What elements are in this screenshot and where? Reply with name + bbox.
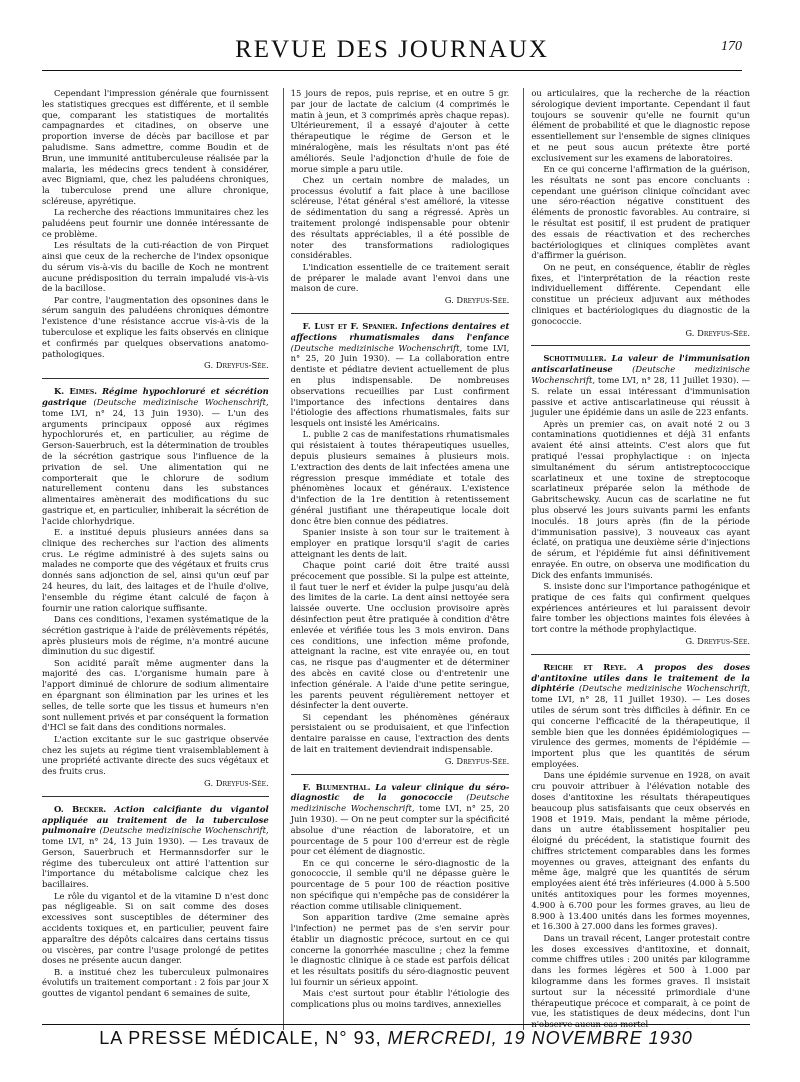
article-journal: (Deutsche medizinische Wochenschrift, [531, 364, 750, 385]
article-text: tome LVI, n° 28, 11 Juillet 1930). — Les doses utiles de sérum sont très difficiles à définir. En ce qui concerne l'efficacité de la thérapeutique, il semble bien que les données épidémiologiques — virulence des germes, moments de l'épidémie — importent plus que les quantités de sérum employées. [531, 694, 750, 770]
page-footer [42, 1028, 750, 1049]
paragraph: La recherche des réactions immunitaires chez les paludéens peut fournir une donnée intéressante de ce problème. [42, 207, 269, 239]
signature: G. Dreyfus-Sée. [685, 636, 750, 647]
article-author: F. Lust et F. Spanier. [302, 320, 398, 331]
paragraph: Son acidité paraît même augmenter dans la majorité des cas. L'organisme humain pare à l'apport diminué de chlorure de sodium alimentaire en épargnant son élimination par les urines et les selles, de telle sorte que les tissus et humeurs n'en sont nullement privés et par conséquent la formation d'HCl se fait dans des conditions normales. [42, 657, 269, 733]
paragraph: Son apparition tardive (2me semaine après l'infection) ne permet pas de s'en servir pour établir un diagnostic précoce, surtout en ce qui concerne la gonorrhée masculine ; chez la femme le diagnostic clinique à ce stade est parfois délicat et les résultats positifs du séro-diagnostic peuvent lui fournir un sérieux appoint. [290, 912, 510, 987]
paragraph: On ne peut, en conséquence, établir de règles fixes, et l'interprétation de la réaction reste individuellement différente. Cependant elle constitue un précieux adjuvant aux méthodes cliniques et bactériologiques du diagnostic de la gonococcie. [531, 261, 750, 326]
paragraph: Après un premier cas, on avait noté 2 ou 3 contaminations quotidiennes et déjà 31 enfants avaient été ainsi atteints. C'est alors que fut pratiqué l'essai prophylactique : on injecta simultanément du sérum antistreptococcique scarlatineux et une toxine de streptocoque scarlatineux préparée selon la méthode de Gabritschewsky. Aucun cas de scarlatine ne fut plus observé les jours suivants parmi les enfants inoculés. 18 jours après (fin de la période d'immunisation passive), 3 nouveaux cas ayant éclaté, on pratiqua une deuxième série d'injections de sérum, et l'épidémie fut ainsi définitivement enrayée. En outre, on observa une modification du Dick des enfants immunisés. [531, 418, 750, 580]
article-text: tome LVI, n° 24, 13 Juin 1930). — L'un des arguments principaux opposé aux régimes hypochlorurés et, en particulier, au régime de Gerson-Sauerbruch, est la détermination de troubles de la sécrétion gastrique sous l'influence de la privation de sel. Une alimentation qui ne comporterait que le chlorure de sodium naturellement contenu dans les substances alimentaires amènerait des modifications du suc gastrique et, en particulier, inhiberait la sécrétion de l'acide chlorhydrique. [42, 407, 269, 526]
paragraph: S. insiste donc sur l'importance pathogénique et pratique de ces faits qui confirment quelques expériences antérieures et lui paraissent devoir faire tomber les objections maintes fois élevées à tort contre la méthode prophylactique. [531, 581, 750, 635]
article-title: Régime hypochloruré et sécrétion gastrique [42, 386, 269, 408]
paragraph: En ce qui concerne l'affirmation de la guérison, les résultats ne sont pas encore concluants : cependant une guérison clinique coïncidant avec une séro-réaction négative constituent des éléments de pronostic favorables. Au contraire, si le résultat est positif, il est prudent de pratiquer des essais de réactivation et des recherches bactériologiques et cliniques complètes avant d'affirmer la guérison. [531, 164, 750, 261]
header-rule [42, 70, 742, 71]
article-lust-spanier [291, 321, 510, 429]
paragraph: ou articulaires, que la recherche de la réaction sérologique devient importante. Cependant il faut toujours se souvenir qu'elle ne fournit qu'un élément de probabilité et que le diagnostic repose essentiellement sur l'ensemble de signes cliniques et ne peut sous aucun prétexte être porté exclusivement sur les examens de laboratoires. [531, 88, 750, 163]
article-journal: (Deutsche medizinische Wochenschrift, [578, 683, 750, 694]
paragraph: Dans un travail récent, Langer protestait contre les doses excessives d'antitoxine, et donnait, comme chiffres utiles : 200 unités par kilogramme dans les formes légères et 500 à 1.000 par kilogramme dans les formes graves. Il insistait surtout sur la nécessité primordiale d'une thérapeutique précoce et comparait, à ce point de vue, les statistiques de deux médecins, dont l'un n'observe aucun cas mortel [531, 932, 750, 1030]
article-reiche-reye [531, 662, 750, 770]
article-author: Schottmuller. [543, 353, 607, 364]
paragraph: L'indication essentielle de ce traitement serait de préparer le malade avant l'envoi dans une maison de cure. [290, 261, 510, 294]
article-author: K. Eimes. [54, 386, 98, 397]
paragraph: L'action excitante sur le suc gastrique observée chez les sujets au régime tient vraisemblablement à une propriété activante directe des sucs végétaux et des fruits crus. [42, 733, 269, 777]
page-number: 170 [721, 39, 742, 54]
article-journal: (Deutsche medizinische Wochenschrift, [290, 792, 510, 814]
article-title: La valeur clinique du séro-diagnostic de la gonococcie [290, 781, 510, 803]
paragraph: Dans une épidémie survenue en 1928, on avait cru pouvoir attribuer à l'élévation notable des doses d'antitoxine les résultats thérapeutiques beaucoup plus satisfaisants que ceux observés en 1908 et 1919. Mais, pendant la même période, dans un autre établissement hospitalier peu éloigné du précédent, la statistique fournit des chiffres strictement comparables dans les formes moyennes ou graves, atteignant des enfants du même âge, malgré que les quantités de sérum employées aient été très inférieures (4.000 à 5.500 unités antitoxiques pour les formes moyennes, 4.900 à 6.700 pour les formes graves, au lieu de 8.900 à 13.400 unités dans les formes moyennes, et 16.300 à 27.000 dans les formes graves). [531, 770, 750, 932]
paragraph: B. a institué chez les tuberculeux pulmonaires évolutifs un traitement comportant : 2 fois par jour X gouttes de vigantol pendant 6 semaines de suite, [42, 966, 269, 999]
column-1 [42, 88, 269, 1030]
paragraph: Si cependant les phénomènes généraux persistaient ou se produisaient, et que l'infection dentaire paraisse en cause, l'extraction des dents de lait en traitement deviendrait indispensable. [290, 711, 510, 755]
issue-date: MERCREDI, 19 NOVEMBRE 1930 [387, 1028, 693, 1048]
column-3 [523, 88, 750, 1030]
paragraph: Chaque point carié doit être traité aussi précocement que possible. Si la pulpe est atteinte, il faut tuer le nerf et évider la pulpe jusqu'au delà des limites de la carie. La dent ainsi nettoyée sera laissée ouverte. Une occlusion provisoire après désinfection peut être pratiquée à condition d'être enlevée et vérifiée tous les 3 mois environ. Dans ces conditions, une infection même profonde, atteignant la racine, est vite enrayée ou, en tout cas, ne risque pas d'augmenter et de déterminer des abcès en cavité close ou d'entretenir une infection générale. A l'aide d'une petite seringue, les parents peuvent régulièrement nettoyer et désinfecter la dent ouverte. [290, 559, 510, 711]
paragraph: Les résultats de la cuti-réaction de von Pirquet ainsi que ceux de la recherche de l'index opsonique du sérum vis-à-vis du bacille de Koch ne montrent aucune prédisposition du terrain impaludé vis-à-vis de la bacillose. [42, 240, 269, 294]
article-separator [531, 345, 750, 346]
article-columns [42, 88, 751, 1030]
article-journal: (Deutsche medizinische Wochenschrift, [99, 825, 269, 836]
article-text: tome LVI, n° 25, 20 Juin 1930). — On ne peut compter sur la spécificité absolue d'une réaction de laboratoire, et un pourcentage de 5 pour 100 d'erreur est de règle pour cet élément de diagnostic. [290, 803, 510, 857]
article-separator [42, 796, 269, 797]
article-title: A propos des doses d'antitoxine utiles dans le traitement de la diphtérie [531, 661, 750, 694]
signature: G. Dreyfus-Sée. [444, 295, 510, 306]
paragraph: E. a institué depuis plusieurs années dans sa clinique des recherches sur l'action des aliments crus. Le régime administré à des sujets sains ou malades ne comporte que des végétaux et fruits crus donnés sans adjonction de sel, ainsi qu'un œuf par 24 heures, du lait, des laitages et de l'huile d'olive, l'ensemble du régime étant calculé de façon à fournir une ration calorique suffisante. [42, 527, 269, 613]
article-schottmuller [531, 353, 750, 418]
column-2 [283, 88, 510, 1030]
article-author: Reiche et Reye. [543, 661, 627, 672]
paragraph: Cependant l'impression générale que fournissent les statistiques grecques est différente, et il semble que, comparant les statistiques de mortalités campagnardes et citadines, on observe une proportion inverse de décès par bacillose et par paludisme. Sans admettre, comme Boudin et de Brun, une immunité antituberculeuse réalisée par la malaria, les médecins grecs tendent à considérer, avec Bigniami, que, chez les paludéens chroniques, la tuberculose prend une allure chronique, scléreuse, apyrétique. [42, 88, 269, 206]
paragraph: 15 jours de repos, puis reprise, et en outre 5 gr. par jour de lactate de calcium (4 comprimés le matin à jeun, et 3 comprimés après chaque repas). Ultérieurement, il a essayé d'ajouter à cette thérapeutique le régime de Gerson et le minéralogène, mais les résultats n'ont pas été améliorés. Seule l'adjonction d'huile de foie de morue simple a paru utile. [290, 88, 510, 174]
footer-rule [42, 1024, 750, 1025]
paragraph: L. publie 2 cas de manifestations rhumatismales qui résistaient à toutes thérapeutiques usuelles, depuis plusieurs semaines à plusieurs mois. L'extraction des dents de lait infectées amena une régression presque immédiate et totale des phénomènes locaux et généraux. L'existence d'infection de la 1re dentition à retentissement général justifiant une thérapeutique locale doit donc être bien connue des pédiatres. [290, 429, 510, 526]
publication-name: LA PRESSE MÉDICALE, [99, 1028, 320, 1048]
paragraph: Mais c'est surtout pour établir l'étiologie des complications plus ou moins tardives, annexielles [290, 988, 510, 1010]
article-journal: (Deutsche medizinische Wochenschrift, [290, 342, 463, 353]
page-header [42, 36, 742, 76]
article-separator [531, 654, 750, 655]
article-title: La valeur de l'immunisation antiscarlatineuse [531, 353, 750, 375]
article-separator [42, 378, 269, 379]
signature: G. Dreyfus-Sée. [444, 755, 510, 766]
journal-title: REVUE DES JOURNAUX [235, 36, 549, 63]
paragraph: Chez un certain nombre de malades, un processus évolutif a fait place à une bacillose scléreuse, l'état général s'est amélioré, la vitesse de sédimentation du sang a régressé. Après un traitement prolongé indispensable pour obtenir des résultats appréciables, il a été possible de noter des transformations radiologiques considérables. [290, 174, 510, 261]
article-separator [291, 774, 510, 775]
article-title: Action calcifiante du vigantol appliquée au traitement de la tuberculose pulmonaire [42, 803, 269, 836]
signature: G. Dreyfus-Sée. [204, 360, 269, 371]
article-becker [42, 804, 269, 890]
article-journal: (Deutsche medizinische Wochenschrift, [93, 397, 269, 408]
article-author: F. Blumenthal. [302, 781, 371, 792]
article-author: O. Becker. [54, 803, 107, 814]
article-eimes [42, 386, 269, 526]
article-text: tome LVI, n° 24, 13 Juin 1930). — Les travaux de Gerson, Sauerbruch et Hermannsdorfer sur le régime des tuberculeux ont attiré l'attention sur l'importance du métabolisme calcique chez les bacillaires. [42, 836, 269, 890]
signature: G. Dreyfus-Sée. [204, 777, 269, 788]
paragraph: Spanier insiste à son tour sur le traitement à employer en pratique lorsqu'il s'agit de caries atteignant les dents de lait. [290, 527, 510, 559]
article-separator [291, 313, 510, 314]
article-text: tome LVI, n° 25, 20 Juin 1930). — La collaboration entre dentiste et pédiatre devient actuellement de plus en plus indispensable. De nombreuses observations recueillies par Lust confirment l'importance des infections dentaires dans l'étiologie des affections rhumatismales, faits sur lesquels ont insisté les Américains. [290, 342, 510, 429]
article-blumenthal [291, 782, 510, 858]
paragraph: Dans ces conditions, l'examen systématique de la sécrétion gastrique à l'aide de prélèvements répétés, après plusieurs mois de régime, n'a montré aucune diminution du suc digestif. [42, 613, 269, 657]
article-title: Infections dentaires et affections rhumatismales dans l'enfance [290, 320, 510, 342]
paragraph: Le rôle du vigantol et de la vitamine D n'est donc pas négligeable. Si on sait comme des doses excessives sont susceptibles de déterminer des accidents toxiques et, en particulier, peuvent faire apparaître des dépôts calcaires dans certains tissus ou viscères, par contre l'usage prolongé de petites doses ne présente aucun danger. [42, 890, 269, 966]
article-text: tome LVI, n° 28, 11 Juillet 1930). — S. relate un essai intéressant d'immunisation passive et active antiscarlatineuse qui réussit à juguler une épidémie dans un asile de 223 enfants. [531, 374, 751, 418]
paragraph: En ce qui concerne le séro-diagnostic de la gonococcie, il semble qu'il ne dépasse guère le pourcentage de 5 pour 100 de réaction positive non spécifique qui n'empêche pas de considérer la réaction comme utilisable cliniquement. [290, 857, 510, 911]
signature: G. Dreyfus-Sée. [685, 327, 750, 338]
issue-number: N° 93, [325, 1028, 382, 1048]
paragraph: Par contre, l'augmentation des opsonines dans le sérum sanguin des paludéens chroniques démontre l'existence d'une résistance accrue vis-à-vis de la tuberculose et explique les faits observés en clinique et confirmés par quelques observations anatomo-pathologiques. [42, 294, 269, 359]
